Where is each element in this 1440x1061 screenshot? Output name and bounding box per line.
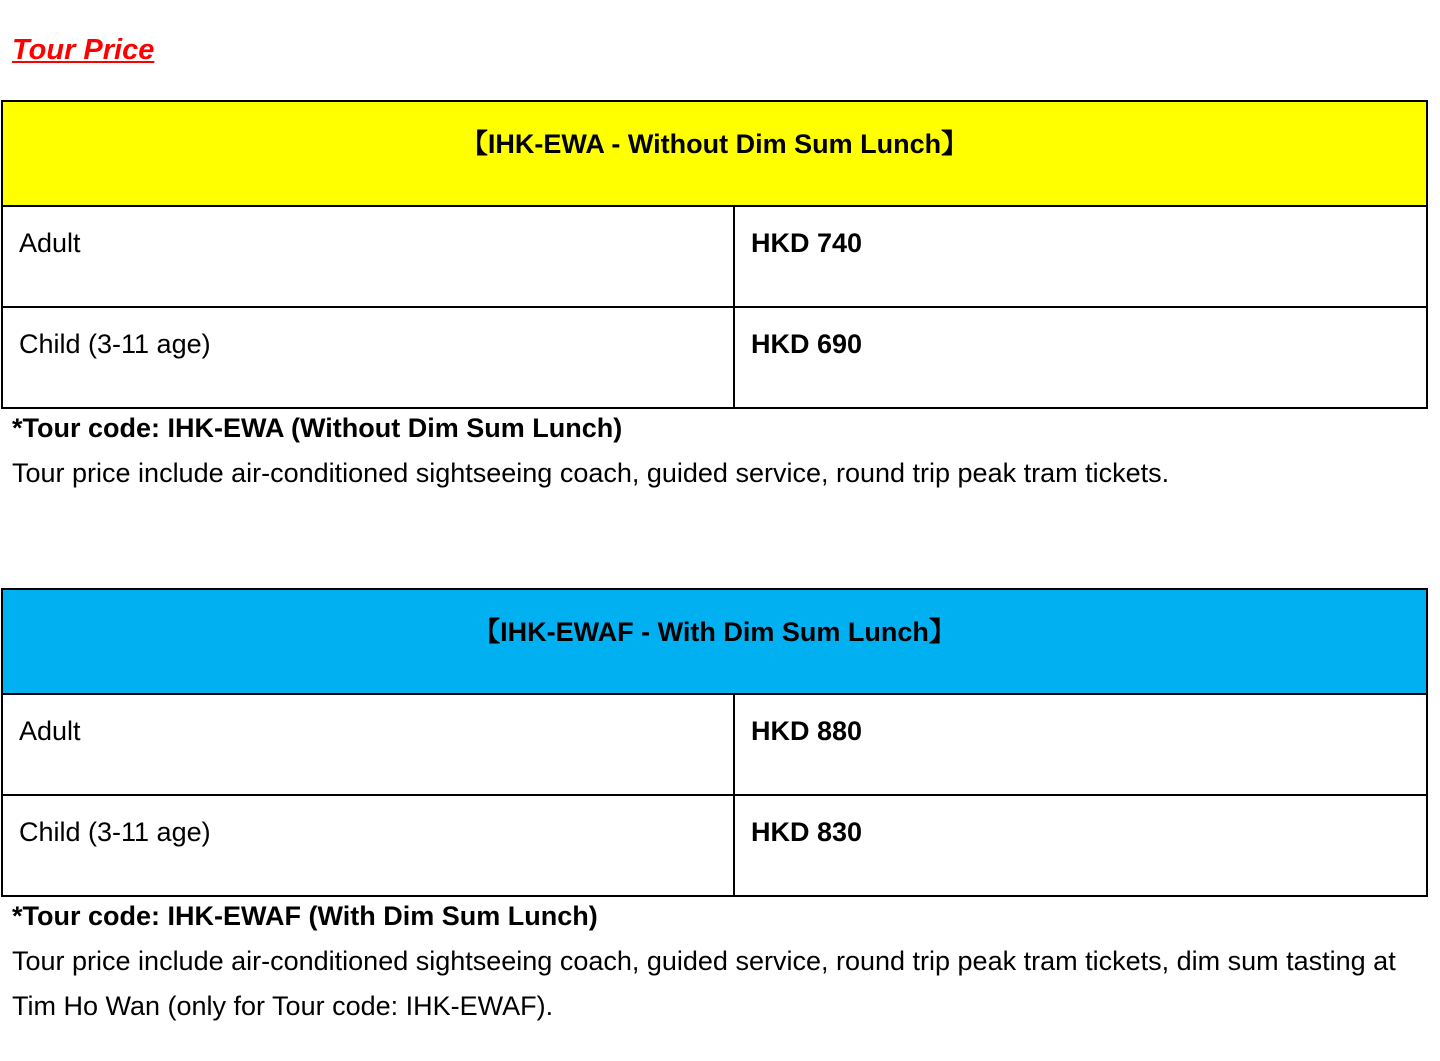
ticket-type-label: Child (3-11 age) [2, 795, 734, 896]
price-table-without-lunch [1, 100, 1428, 409]
table-row [2, 307, 1427, 408]
page-title: Tour Price [12, 34, 155, 66]
table-row [2, 694, 1427, 795]
price-table-with-lunch [1, 588, 1428, 897]
tour-code-note: *Tour code: IHK-EWA (Without Dim Sum Lunch) [12, 413, 623, 443]
table-title: 【IHK-EWA - Without Dim Sum Lunch】 [2, 101, 1427, 206]
table-title: 【IHK-EWAF - With Dim Sum Lunch】 [2, 589, 1427, 694]
tour-inclusion-note: Tour price include air-conditioned sightseeing coach, guided service, round trip peak tram tickets, dim sum tasting at Tim Ho Wan (only for Tour code: IHK-EWAF). [12, 946, 1396, 1021]
ticket-price: HKD 740 [734, 206, 1427, 307]
table-row [2, 206, 1427, 307]
tour-note-with-lunch [12, 894, 1422, 1029]
ticket-price: HKD 830 [734, 795, 1427, 896]
ticket-type-label: Child (3-11 age) [2, 307, 734, 408]
tour-code-note: *Tour code: IHK-EWAF (With Dim Sum Lunch) [12, 901, 598, 931]
tour-inclusion-note: Tour price include air-conditioned sightseeing coach, guided service, round trip peak tram tickets. [12, 458, 1170, 488]
ticket-price: HKD 880 [734, 694, 1427, 795]
ticket-price: HKD 690 [734, 307, 1427, 408]
tour-note-without-lunch [12, 406, 1422, 496]
ticket-type-label: Adult [2, 206, 734, 307]
table-row [2, 795, 1427, 896]
table-header-row [2, 589, 1427, 694]
table-header-row [2, 101, 1427, 206]
ticket-type-label: Adult [2, 694, 734, 795]
